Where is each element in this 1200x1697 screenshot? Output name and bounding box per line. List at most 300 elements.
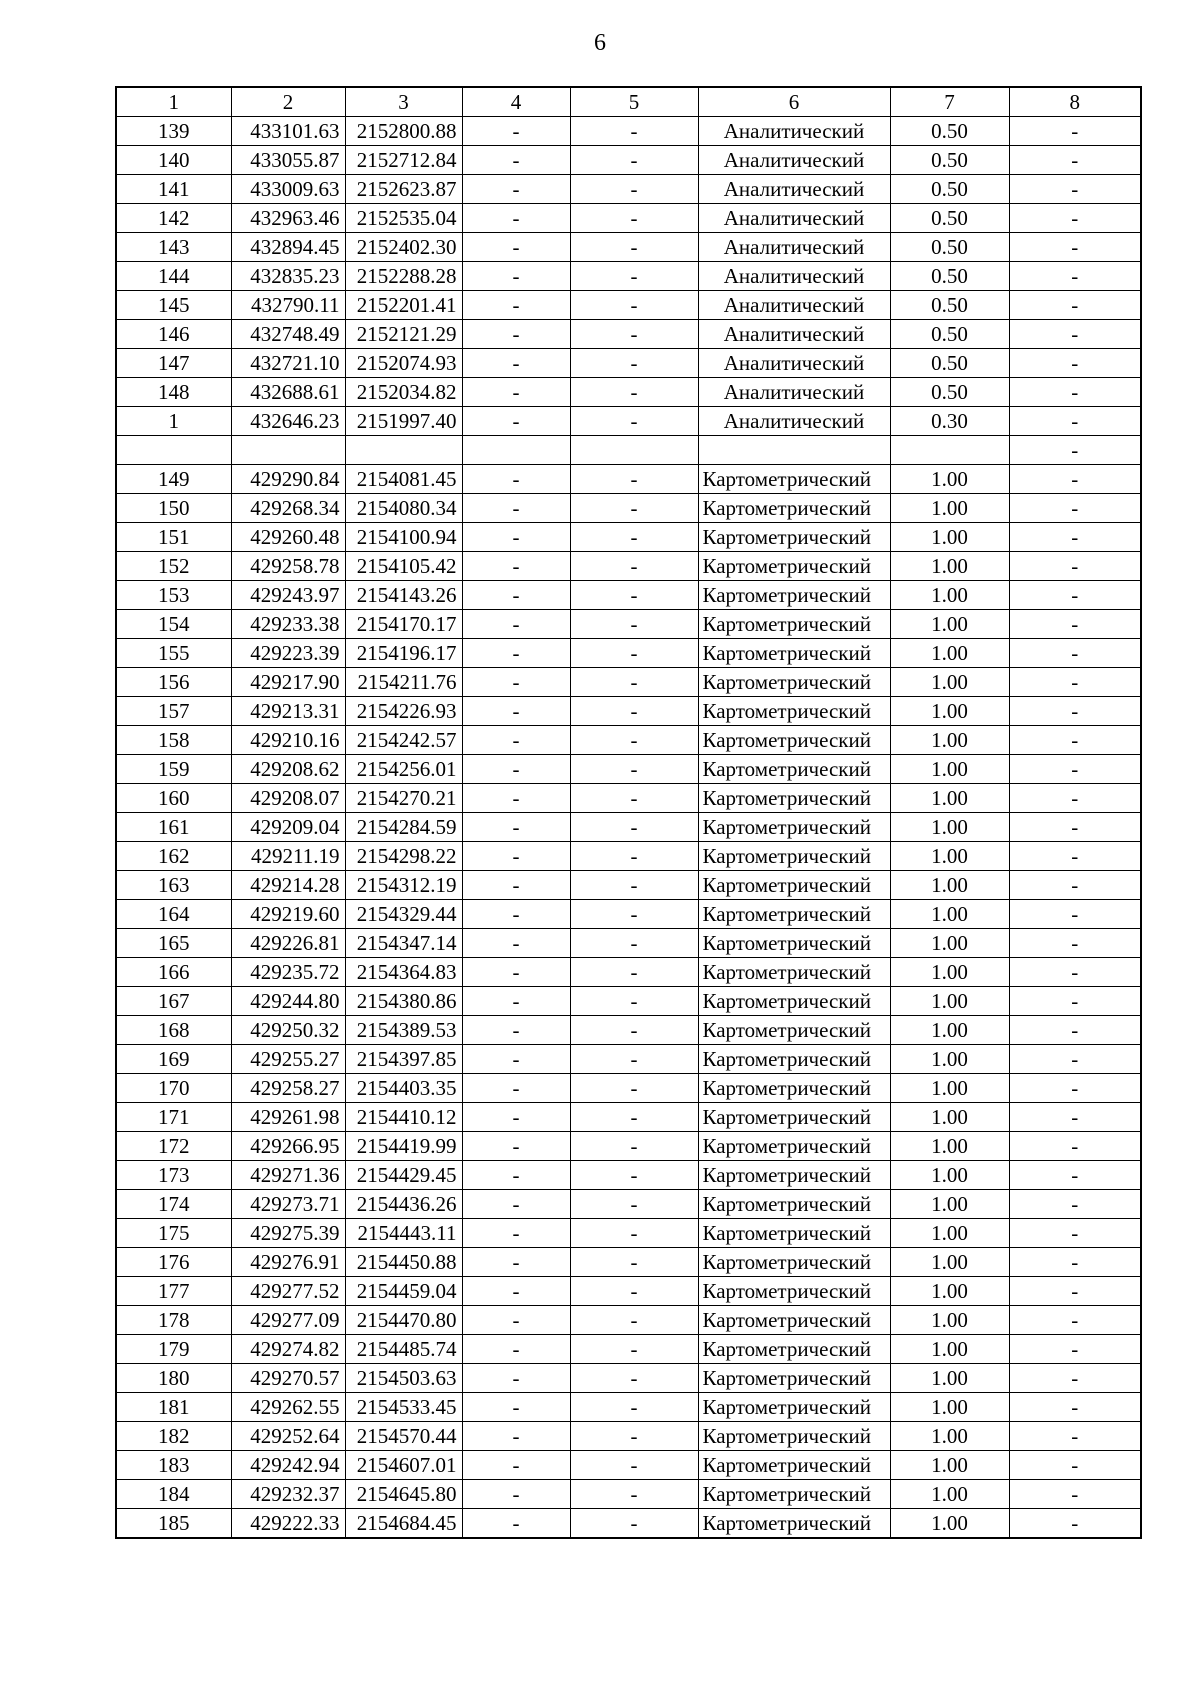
table-row <box>116 1422 1141 1451</box>
cell-coord-x: 429213.31 <box>231 697 345 726</box>
cell-coord-x: 429290.84 <box>231 465 345 494</box>
column-header-8: 8 <box>1009 87 1141 117</box>
cell-col-8: - <box>1009 320 1141 349</box>
cell-accuracy: 1.00 <box>890 1480 1009 1509</box>
cell-col-8: - <box>1009 581 1141 610</box>
column-header-4: 4 <box>462 87 570 117</box>
cell-point-number: 165 <box>116 929 231 958</box>
cell-coord-x: 432835.23 <box>231 262 345 291</box>
cell-col-5: - <box>570 900 698 929</box>
cell-col-8: - <box>1009 1422 1141 1451</box>
cell-point-number: 159 <box>116 755 231 784</box>
cell-method: Картометрический <box>698 494 890 523</box>
cell-col-8: - <box>1009 1248 1141 1277</box>
cell-col-4: - <box>462 1190 570 1219</box>
cell-col-4: - <box>462 1480 570 1509</box>
cell-coord-y: 2152121.29 <box>345 320 462 349</box>
cell-method: Картометрический <box>698 1393 890 1422</box>
cell-accuracy: 1.00 <box>890 1451 1009 1480</box>
cell-coord-y: 2152712.84 <box>345 146 462 175</box>
cell-method: Картометрический <box>698 1335 890 1364</box>
cell-col-8: - <box>1009 1451 1141 1480</box>
cell-col-4: - <box>462 813 570 842</box>
cell-col-4: - <box>462 610 570 639</box>
cell-coord-y: 2154485.74 <box>345 1335 462 1364</box>
table-row <box>116 1480 1141 1509</box>
cell-col-8: - <box>1009 697 1141 726</box>
cell-col-5: - <box>570 407 698 436</box>
cell-method: Картометрический <box>698 1016 890 1045</box>
cell-col-8: - <box>1009 610 1141 639</box>
cell-coord-y: 2154196.17 <box>345 639 462 668</box>
cell-method: Аналитический <box>698 407 890 436</box>
cell-col-5: - <box>570 842 698 871</box>
cell-col-4: - <box>462 1509 570 1539</box>
table-header-row <box>116 87 1141 117</box>
cell-point-number: 167 <box>116 987 231 1016</box>
cell-col-4: - <box>462 523 570 552</box>
cell-col-8: - <box>1009 291 1141 320</box>
cell-point-number: 143 <box>116 233 231 262</box>
cell-point-number: 166 <box>116 958 231 987</box>
cell-col-8: - <box>1009 1393 1141 1422</box>
cell-coord-y: 2154211.76 <box>345 668 462 697</box>
cell-accuracy: 0.50 <box>890 349 1009 378</box>
cell-col-4: - <box>462 349 570 378</box>
table-row <box>116 117 1141 146</box>
table-row <box>116 1045 1141 1074</box>
cell-coord-y: 2154312.19 <box>345 871 462 900</box>
cell-coord-y: 2152034.82 <box>345 378 462 407</box>
cell-col-8: - <box>1009 1306 1141 1335</box>
cell-col-4: - <box>462 871 570 900</box>
cell-point-number: 182 <box>116 1422 231 1451</box>
cell-coord-x: 429250.32 <box>231 1016 345 1045</box>
cell-col-4: - <box>462 1074 570 1103</box>
cell-accuracy: 1.00 <box>890 1190 1009 1219</box>
cell-accuracy: 1.00 <box>890 871 1009 900</box>
cell-col-5: - <box>570 668 698 697</box>
cell-method: Картометрический <box>698 1422 890 1451</box>
cell-coord-y: 2152535.04 <box>345 204 462 233</box>
cell-coord-x: 432748.49 <box>231 320 345 349</box>
cell-accuracy: 1.00 <box>890 610 1009 639</box>
cell-col-5: - <box>570 929 698 958</box>
cell-col-8: - <box>1009 1277 1141 1306</box>
cell-coord-x <box>231 436 345 465</box>
cell-coord-y: 2154429.45 <box>345 1161 462 1190</box>
cell-method: Аналитический <box>698 146 890 175</box>
cell-method: Картометрический <box>698 1277 890 1306</box>
table-row <box>116 262 1141 291</box>
cell-col-8: - <box>1009 494 1141 523</box>
cell-coord-y: 2154256.01 <box>345 755 462 784</box>
table-row <box>116 1132 1141 1161</box>
cell-accuracy: 1.00 <box>890 726 1009 755</box>
column-header-6: 6 <box>698 87 890 117</box>
cell-col-4: - <box>462 1422 570 1451</box>
cell-col-8: - <box>1009 1335 1141 1364</box>
cell-col-8: - <box>1009 1016 1141 1045</box>
cell-coord-x: 433009.63 <box>231 175 345 204</box>
cell-col-4: - <box>462 842 570 871</box>
cell-accuracy: 1.00 <box>890 1103 1009 1132</box>
cell-point-number: 147 <box>116 349 231 378</box>
cell-point-number: 164 <box>116 900 231 929</box>
cell-col-5: - <box>570 494 698 523</box>
cell-col-5: - <box>570 639 698 668</box>
cell-col-5: - <box>570 1306 698 1335</box>
cell-point-number: 158 <box>116 726 231 755</box>
table-row <box>116 552 1141 581</box>
table-row <box>116 1277 1141 1306</box>
cell-method: Картометрический <box>698 1248 890 1277</box>
table-row <box>116 871 1141 900</box>
cell-point-number: 161 <box>116 813 231 842</box>
cell-coord-x: 432646.23 <box>231 407 345 436</box>
cell-point-number: 185 <box>116 1509 231 1539</box>
table-body <box>116 117 1141 1539</box>
cell-method: Картометрический <box>698 987 890 1016</box>
cell-col-4: - <box>462 291 570 320</box>
cell-coord-y: 2154284.59 <box>345 813 462 842</box>
cell-coord-y: 2154436.26 <box>345 1190 462 1219</box>
cell-col-8: - <box>1009 1045 1141 1074</box>
cell-col-5: - <box>570 1480 698 1509</box>
cell-col-4: - <box>462 987 570 1016</box>
cell-coord-y: 2152201.41 <box>345 291 462 320</box>
cell-col-4: - <box>462 726 570 755</box>
cell-coord-y: 2154450.88 <box>345 1248 462 1277</box>
cell-accuracy: 1.00 <box>890 784 1009 813</box>
cell-col-5: - <box>570 610 698 639</box>
cell-coord-y: 2154607.01 <box>345 1451 462 1480</box>
cell-method: Картометрический <box>698 958 890 987</box>
table-row <box>116 697 1141 726</box>
cell-coord-y: 2152623.87 <box>345 175 462 204</box>
cell-coord-x: 429262.55 <box>231 1393 345 1422</box>
cell-col-4: - <box>462 1161 570 1190</box>
column-header-3: 3 <box>345 87 462 117</box>
cell-method: Аналитический <box>698 291 890 320</box>
cell-col-5: - <box>570 1219 698 1248</box>
cell-col-8: - <box>1009 871 1141 900</box>
cell-col-5: - <box>570 1248 698 1277</box>
cell-method: Картометрический <box>698 1306 890 1335</box>
cell-coord-x: 429268.34 <box>231 494 345 523</box>
cell-coord-x: 429273.71 <box>231 1190 345 1219</box>
cell-col-5: - <box>570 262 698 291</box>
cell-accuracy: 1.00 <box>890 900 1009 929</box>
cell-col-8: - <box>1009 987 1141 1016</box>
cell-col-5: - <box>570 1393 698 1422</box>
cell-coord-x: 429275.39 <box>231 1219 345 1248</box>
cell-col-8: - <box>1009 639 1141 668</box>
cell-accuracy: 1.00 <box>890 1248 1009 1277</box>
cell-accuracy: 1.00 <box>890 842 1009 871</box>
cell-coord-y: 2154081.45 <box>345 465 462 494</box>
cell-col-4: - <box>462 465 570 494</box>
cell-col-8: - <box>1009 726 1141 755</box>
cell-col-5: - <box>570 320 698 349</box>
cell-col-5: - <box>570 1451 698 1480</box>
table-row <box>116 1248 1141 1277</box>
cell-coord-x: 429266.95 <box>231 1132 345 1161</box>
cell-point-number: 184 <box>116 1480 231 1509</box>
cell-coord-x: 429210.16 <box>231 726 345 755</box>
cell-coord-x: 433055.87 <box>231 146 345 175</box>
cell-coord-x: 429258.27 <box>231 1074 345 1103</box>
table-row <box>116 668 1141 697</box>
cell-point-number: 156 <box>116 668 231 697</box>
cell-coord-x: 429243.97 <box>231 581 345 610</box>
cell-col-8: - <box>1009 668 1141 697</box>
cell-col-5: - <box>570 1045 698 1074</box>
table-row <box>116 175 1141 204</box>
table-row <box>116 523 1141 552</box>
cell-accuracy: 1.00 <box>890 1364 1009 1393</box>
cell-col-8: - <box>1009 262 1141 291</box>
cell-accuracy: 1.00 <box>890 1422 1009 1451</box>
cell-col-5: - <box>570 813 698 842</box>
cell-col-4: - <box>462 1248 570 1277</box>
column-header-5: 5 <box>570 87 698 117</box>
cell-coord-y: 2154143.26 <box>345 581 462 610</box>
cell-accuracy: 1.00 <box>890 1306 1009 1335</box>
table-row <box>116 581 1141 610</box>
cell-accuracy: 0.50 <box>890 175 1009 204</box>
cell-method: Аналитический <box>698 204 890 233</box>
cell-coord-y: 2154389.53 <box>345 1016 462 1045</box>
cell-method: Аналитический <box>698 233 890 262</box>
cell-method: Картометрический <box>698 842 890 871</box>
cell-accuracy: 1.00 <box>890 1074 1009 1103</box>
table-row <box>116 1393 1141 1422</box>
cell-col-8: - <box>1009 552 1141 581</box>
cell-point-number: 145 <box>116 291 231 320</box>
cell-coord-y: 2152288.28 <box>345 262 462 291</box>
cell-col-4: - <box>462 639 570 668</box>
cell-method: Картометрический <box>698 1045 890 1074</box>
cell-col-4: - <box>462 407 570 436</box>
cell-point-number: 160 <box>116 784 231 813</box>
table-row <box>116 813 1141 842</box>
cell-method: Аналитический <box>698 262 890 291</box>
cell-col-8: - <box>1009 1132 1141 1161</box>
cell-coord-x: 429208.62 <box>231 755 345 784</box>
cell-coord-y: 2154403.35 <box>345 1074 462 1103</box>
cell-col-5 <box>570 436 698 465</box>
cell-col-8: - <box>1009 1190 1141 1219</box>
cell-coord-x: 429208.07 <box>231 784 345 813</box>
cell-point-number: 142 <box>116 204 231 233</box>
cell-col-4: - <box>462 1335 570 1364</box>
cell-method: Картометрический <box>698 639 890 668</box>
cell-col-4 <box>462 436 570 465</box>
cell-method: Картометрический <box>698 697 890 726</box>
cell-coord-y <box>345 436 462 465</box>
cell-point-number: 170 <box>116 1074 231 1103</box>
cell-col-5: - <box>570 1161 698 1190</box>
cell-coord-x: 432963.46 <box>231 204 345 233</box>
column-header-2: 2 <box>231 87 345 117</box>
cell-col-8: - <box>1009 1161 1141 1190</box>
cell-col-4: - <box>462 175 570 204</box>
cell-method: Картометрический <box>698 668 890 697</box>
cell-col-4: - <box>462 1132 570 1161</box>
cell-method: Картометрический <box>698 1190 890 1219</box>
cell-accuracy: 1.00 <box>890 1277 1009 1306</box>
cell-point-number: 177 <box>116 1277 231 1306</box>
cell-coord-x: 429217.90 <box>231 668 345 697</box>
cell-method: Картометрический <box>698 581 890 610</box>
table-row <box>116 320 1141 349</box>
cell-col-8: - <box>1009 523 1141 552</box>
cell-method: Картометрический <box>698 755 890 784</box>
cell-col-8: - <box>1009 1074 1141 1103</box>
cell-coord-x: 429219.60 <box>231 900 345 929</box>
cell-coord-x: 432688.61 <box>231 378 345 407</box>
table-row <box>116 1161 1141 1190</box>
cell-col-5: - <box>570 523 698 552</box>
cell-col-4: - <box>462 697 570 726</box>
coordinates-table <box>115 86 1142 1539</box>
cell-coord-x: 429277.09 <box>231 1306 345 1335</box>
cell-point-number: 162 <box>116 842 231 871</box>
table-row <box>116 784 1141 813</box>
cell-method: Картометрический <box>698 900 890 929</box>
cell-accuracy: 1.00 <box>890 523 1009 552</box>
cell-col-5: - <box>570 581 698 610</box>
cell-method <box>698 436 890 465</box>
cell-point-number: 179 <box>116 1335 231 1364</box>
cell-coord-y: 2154380.86 <box>345 987 462 1016</box>
cell-col-5: - <box>570 291 698 320</box>
cell-col-4: - <box>462 117 570 146</box>
cell-accuracy: 1.00 <box>890 581 1009 610</box>
cell-col-5: - <box>570 1103 698 1132</box>
cell-col-8: - <box>1009 1480 1141 1509</box>
table-row <box>116 958 1141 987</box>
cell-point-number: 176 <box>116 1248 231 1277</box>
cell-col-4: - <box>462 1277 570 1306</box>
column-header-1: 1 <box>116 87 231 117</box>
cell-coord-x: 432894.45 <box>231 233 345 262</box>
table-row <box>116 1509 1141 1539</box>
cell-col-4: - <box>462 233 570 262</box>
cell-point-number: 151 <box>116 523 231 552</box>
cell-coord-x: 429258.78 <box>231 552 345 581</box>
cell-method: Аналитический <box>698 175 890 204</box>
cell-coord-y: 2154100.94 <box>345 523 462 552</box>
cell-method: Картометрический <box>698 610 890 639</box>
cell-coord-y: 2154503.63 <box>345 1364 462 1393</box>
cell-accuracy: 0.50 <box>890 146 1009 175</box>
cell-method: Аналитический <box>698 117 890 146</box>
cell-col-5: - <box>570 378 698 407</box>
cell-col-5: - <box>570 1074 698 1103</box>
cell-coord-x: 429261.98 <box>231 1103 345 1132</box>
table-row <box>116 1103 1141 1132</box>
cell-coord-x: 429277.52 <box>231 1277 345 1306</box>
cell-col-4: - <box>462 262 570 291</box>
cell-col-8: - <box>1009 929 1141 958</box>
cell-point-number: 163 <box>116 871 231 900</box>
cell-coord-y: 2154170.17 <box>345 610 462 639</box>
cell-col-5: - <box>570 726 698 755</box>
cell-coord-y: 2154226.93 <box>345 697 462 726</box>
cell-accuracy: 1.00 <box>890 1393 1009 1422</box>
cell-col-5: - <box>570 146 698 175</box>
cell-coord-y: 2154364.83 <box>345 958 462 987</box>
cell-coord-y: 2152402.30 <box>345 233 462 262</box>
cell-accuracy: 1.00 <box>890 813 1009 842</box>
cell-coord-y: 2154105.42 <box>345 552 462 581</box>
cell-coord-y: 2154459.04 <box>345 1277 462 1306</box>
cell-coord-y: 2151997.40 <box>345 407 462 436</box>
cell-col-4: - <box>462 552 570 581</box>
cell-col-8: - <box>1009 465 1141 494</box>
cell-coord-x: 429211.19 <box>231 842 345 871</box>
cell-coord-x: 433101.63 <box>231 117 345 146</box>
table-row <box>116 1016 1141 1045</box>
cell-col-4: - <box>462 378 570 407</box>
cell-accuracy: 1.00 <box>890 465 1009 494</box>
cell-col-8: - <box>1009 813 1141 842</box>
cell-coord-x: 429223.39 <box>231 639 345 668</box>
cell-coord-y: 2154270.21 <box>345 784 462 813</box>
cell-col-5: - <box>570 1190 698 1219</box>
cell-accuracy: 1.00 <box>890 1132 1009 1161</box>
cell-point-number: 155 <box>116 639 231 668</box>
cell-point-number: 175 <box>116 1219 231 1248</box>
cell-point-number: 141 <box>116 175 231 204</box>
cell-method: Картометрический <box>698 1509 890 1539</box>
cell-coord-y: 2154443.11 <box>345 1219 462 1248</box>
cell-method: Картометрический <box>698 523 890 552</box>
cell-method: Картометрический <box>698 1480 890 1509</box>
cell-coord-y: 2154410.12 <box>345 1103 462 1132</box>
cell-col-5: - <box>570 175 698 204</box>
cell-coord-y: 2154533.45 <box>345 1393 462 1422</box>
cell-accuracy: 0.50 <box>890 291 1009 320</box>
table-row <box>116 1335 1141 1364</box>
cell-accuracy: 0.50 <box>890 204 1009 233</box>
cell-point-number: 154 <box>116 610 231 639</box>
cell-col-8: - <box>1009 378 1141 407</box>
page-number: 6 <box>594 30 606 56</box>
cell-col-4: - <box>462 320 570 349</box>
cell-accuracy: 1.00 <box>890 1161 1009 1190</box>
cell-col-4: - <box>462 1364 570 1393</box>
cell-method: Картометрический <box>698 929 890 958</box>
cell-col-8: - <box>1009 900 1141 929</box>
cell-method: Картометрический <box>698 813 890 842</box>
table-row <box>116 1364 1141 1393</box>
cell-col-8: - <box>1009 204 1141 233</box>
cell-col-5: - <box>570 1277 698 1306</box>
cell-coord-x: 429270.57 <box>231 1364 345 1393</box>
cell-col-8: - <box>1009 1364 1141 1393</box>
table-row <box>116 436 1141 465</box>
table-row <box>116 929 1141 958</box>
table-row <box>116 900 1141 929</box>
cell-coord-x: 429260.48 <box>231 523 345 552</box>
cell-point-number: 171 <box>116 1103 231 1132</box>
cell-point-number: 1 <box>116 407 231 436</box>
cell-point-number: 183 <box>116 1451 231 1480</box>
cell-accuracy: 1.00 <box>890 1335 1009 1364</box>
